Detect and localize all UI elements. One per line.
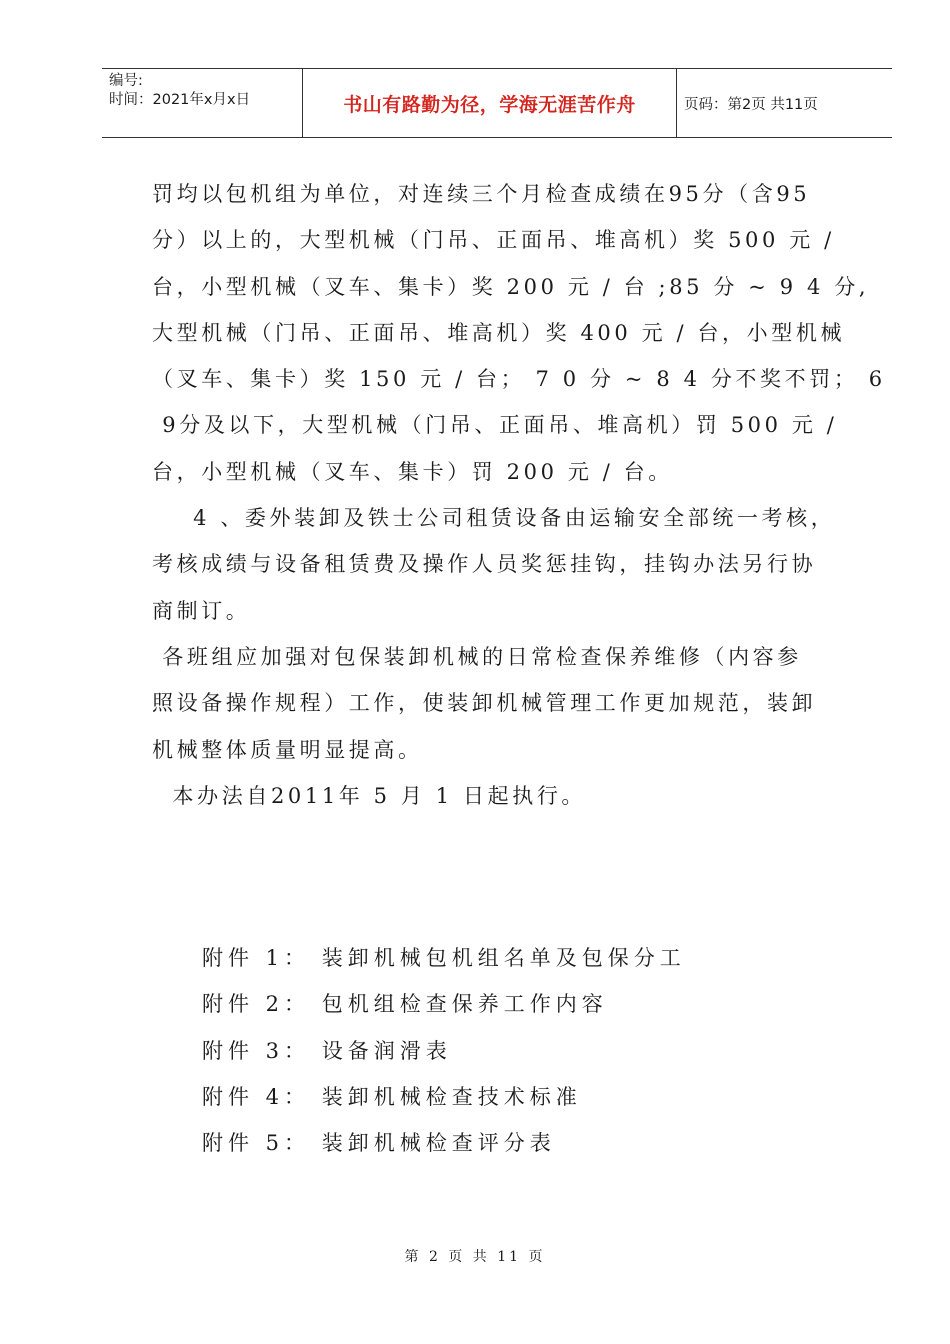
- header-meta: [102, 69, 303, 137]
- body-line: 机械整体质量明显提高。: [152, 737, 423, 762]
- body-line: 台，小型机械（叉车、集卡）奖 200 元 / 台 ;85 分 ~ 9 4 分,: [152, 274, 870, 299]
- page-header: [102, 68, 892, 138]
- attachment-item: 附件 5： 装卸机械检查评分表: [202, 1131, 556, 1156]
- body-line: 考核成绩与设备租赁费及操作人员奖惩挂钩，挂钩办法另行协: [152, 552, 817, 577]
- document-time-label: 时间：2021年x月x日: [109, 92, 251, 108]
- body-line: 各班组应加强对包保装卸机械的日常检查保养维修（内容参: [152, 644, 802, 669]
- body-line: （叉车、集卡）奖 150 元 / 台； 7 0 分 ~ 8 4 分不奖不罚； 6: [152, 367, 886, 392]
- page-footer: 第 2 页 共 11 页: [404, 1249, 546, 1265]
- body-line: 本办法自2011年 5 月 1 日起执行。: [152, 783, 587, 808]
- body-line: 4 、委外装卸及铁士公司租赁设备由运输安全部统一考核，: [152, 506, 836, 531]
- body-line: 大型机械（门吊、正面吊、堆高机）奖 400 元 / 台，小型机械: [152, 320, 846, 345]
- attachment-item: 附件 4： 装卸机械检查技术标准: [202, 1085, 582, 1110]
- body-line: 9分及以下，大型机械（门吊、正面吊、堆高机）罚 500 元 /: [152, 413, 838, 438]
- document-number-label: 编号:: [109, 73, 143, 89]
- body-line: 分）以上的，大型机械（门吊、正面吊、堆高机）奖 500 元 /: [152, 228, 835, 253]
- header-motto: 书山有路勤为径，学海无涯苦作舟: [303, 69, 677, 137]
- body-line: 照设备操作规程）工作，使装卸机械管理工作更加规范，装卸: [152, 691, 817, 716]
- spacer: [152, 819, 852, 935]
- document-body: [152, 171, 886, 1167]
- body-line: 台，小型机械（叉车、集卡）罚 200 元 / 台。: [152, 459, 673, 484]
- attachment-item: 附件 3： 设备润滑表: [202, 1038, 452, 1063]
- body-line: 罚均以包机组为单位，对连续三个月检查成绩在95分（含95: [152, 182, 811, 206]
- header-page-info: 页码：第2页 共11页: [684, 96, 818, 113]
- body-line: 商制订。: [152, 598, 251, 623]
- attachment-item: 附件 2： 包机组检查保养工作内容: [202, 992, 608, 1017]
- attachment-item: 附件 1： 装卸机械包机组名单及包保分工: [202, 946, 686, 971]
